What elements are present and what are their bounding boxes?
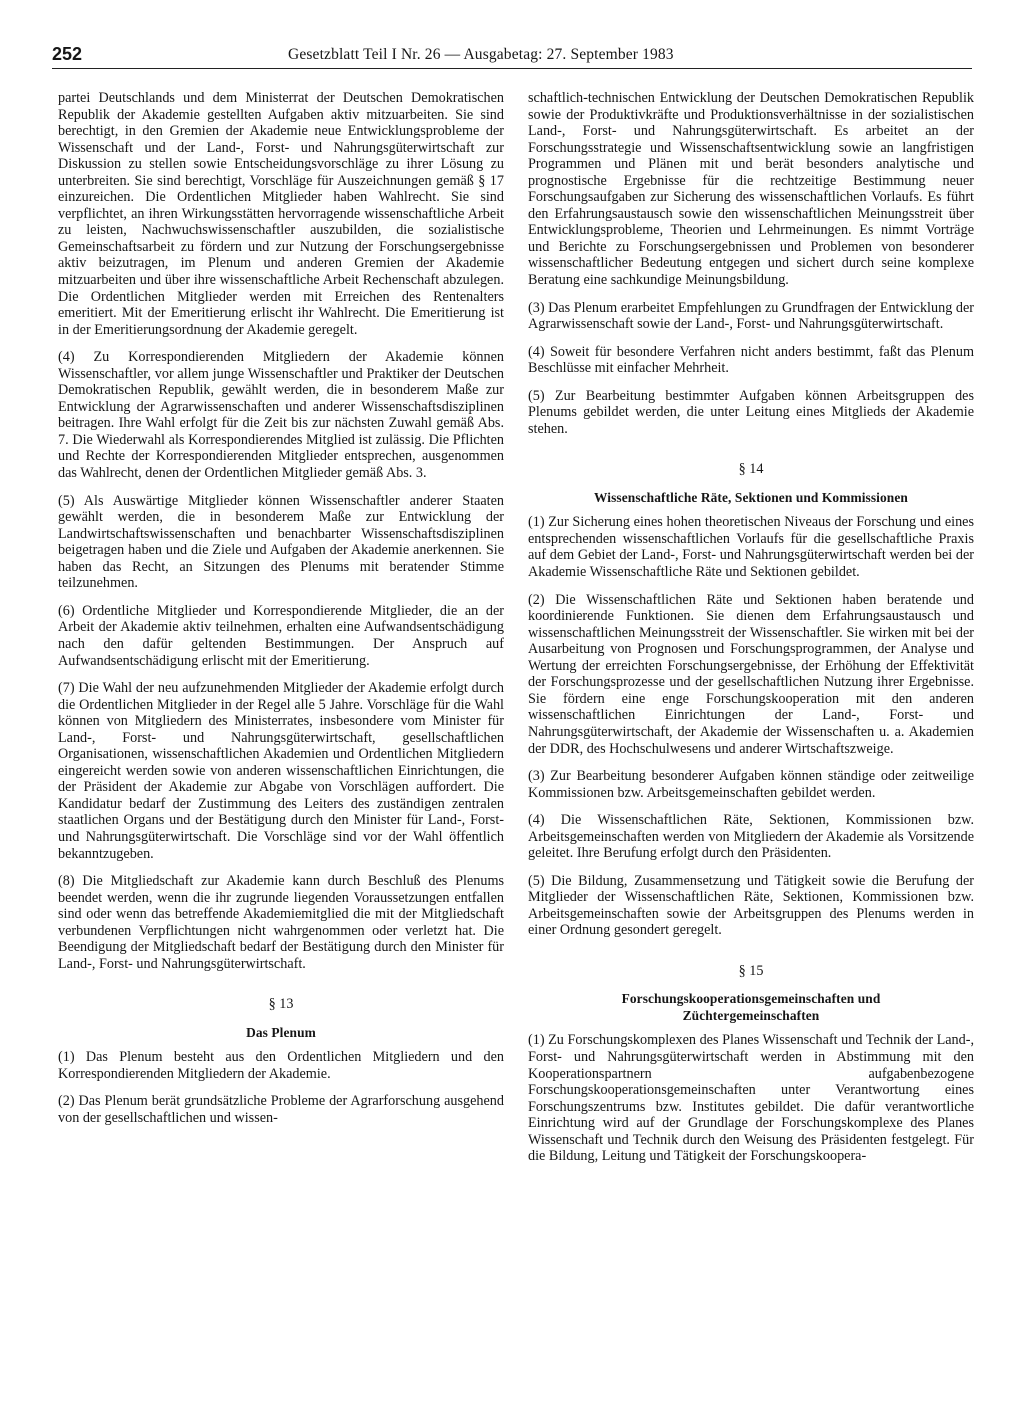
section-14-paragraph-1: (1) Zur Sicherung eines hohen theoretischen Niveaus der Forschung und eines entsprechenden wissenschaftlichen Vorlaufs für die gesellschaftliche Praxis auf dem Gebiet der Land-, Forst- und Nahrungsgüterwirtschaft werden bei der Akademie Wissenschaftliche Räte und Sektionen gebildet. <box>528 514 974 581</box>
section-13-paragraph-5: (5) Zur Bearbeitung bestimmter Aufgaben können Arbeitsgruppen des Plenums gebildet werden, die unter Leitung eines Mitglieds der Akademie stehen. <box>528 387 974 437</box>
section-14-title: Wissenschaftliche Räte, Sektionen und Kommissionen <box>594 489 908 505</box>
page-header <box>52 44 972 69</box>
section-13-number: § 13 <box>268 996 294 1013</box>
paragraph-4: (4) Zu Korrespondierenden Mitgliedern der Akademie können Wissenschaftler, vor allem junge Wissenschaftler und Praktiker der Deutschen Demokratischen Republik, gewählt werden, die in besonderem Maße zur Entwicklung der Agrarwissenschaften und anderer Wissenschaftsdisziplinen beitragen. Ihre Wahl erfolgt für die Zeit bis zur nächsten Zuwahl gemäß Abs. 7. Die Wiederwahl als Korrespondierendes Mitglied ist zulässig. Die Pflichten und Rechte der Korrespondierenden Mitglieder entsprechen, ausgenommen das Wahlrecht, denen der Ordentlichen Mitglieder gemäß Abs. 3. <box>58 349 504 482</box>
section-13-paragraph-3: (3) Das Plenum erarbeitet Empfehlungen zu Grundfragen der Entwicklung der Agrarwissenschaft sowie der Land-, Forst- und Nahrungsgüterwirtschaft. <box>528 299 974 333</box>
paragraph-6: (6) Ordentliche Mitglieder und Korrespondierende Mitglieder, die an der Arbeit der Akademie aktiv teilnehmen, erhalten eine Aufwandsentschädigung nach den dafür geltenden Bestimmungen. Der Anspruch auf Aufwandsentschädigung erlischt mit der Emeritierung. <box>58 602 504 669</box>
section-13-title: Das Plenum <box>246 1024 316 1040</box>
paragraph-5: (5) Als Auswärtige Mitglieder können Wissenschaftler anderer Staaten gewählt werden, die in besonderem Maße zur Entwicklung der Landwirtschaftswissenschaften und benachbarter Wissenschaftsdisziplinen beigetragen haben und die Ziele und Aufgaben der Akademie anerkennen. Sie haben das Recht, an Sitzungen des Plenums mit beratender Stimme teilzunehmen. <box>58 492 504 592</box>
section-14-paragraph-3: (3) Zur Bearbeitung besonderer Aufgaben können ständige oder zeitweilige Kommissionen bzw. Arbeitsgemeinschaften gebildet werden. <box>528 768 974 801</box>
section-14-number: § 14 <box>738 461 764 478</box>
section-14-paragraph-5: (5) Die Bildung, Zusammensetzung und Tätigkeit sowie die Berufung der Mitglieder der Wissenschaftlichen Räte, Sektionen, Kommissionen bzw. Arbeitsgemeinschaften sowie der Arbeitsgruppen des Plenums werden in einer Ordnung gesondert geregelt. <box>528 872 974 939</box>
right-column <box>528 90 974 1176</box>
page-number: 252 <box>52 44 83 64</box>
section-15-title-line-2: Züchtergemeinschaften <box>682 1007 820 1023</box>
section-14-paragraph-2: (2) Die Wissenschaftlichen Räte und Sektionen haben beratende und koordinierende Funktionen. Sie dienen dem Erfahrungsaustausch und wissenschaftlichen Meinungsstreit der Wissenschaftler. Sie wirken mit bei der Ausarbeitung von Prognosen und Forschungsprogrammen, der Analyse und Wertung der erreichten Forschungsergebnisse, der Erhöhung der Effektivität der Forschungsprozesse und der gesellschaftlichen Nutzung ihrer Ergebnisse. Sie fördern eine enge Forschungskooperation mit den anderen wissenschaftlichen Einrichtungen der Land-, Forst- und Nahrungsgüterwirtschaft, der Akademie der Wissenschaften u. a. Akademien der DDR, des Hochschulwesens und anderer Wirtschaftszweige. <box>528 591 974 757</box>
paragraph-continuation: schaftlich-technischen Entwicklung der Deutschen Demokratischen Republik sowie der Produktivkräfte und Produktionsverhältnisse in der sozialistischen Land-, Forst- und Nahrungsgüterwirtschaft. Es arbeitet an der Forschungsstrategie und Wissenschaftsentwicklung sowie an langfristigen Programmen und Plänen mit und berät besonders analytische und prognostische Ergebnisse für die rechtzeitige Bestimmung neuer Forschungsaufgaben zur Sicherung des wissenschaftlichen Vorlaufs. Es führt den Erfahrungsaustausch sowie den wissenschaftlichen Meinungsstreit über Entwicklungsprobleme, Theorien und Lehrmeinungen. Es nimmt Vorträge und Berichte zu Forschungsergebnissen und Problemen von besonderer wissenschaftlicher Bedeutung entgegen und sichert durch seine komplexe Beratung eine sachkundige Meinungsbildung. <box>528 90 974 289</box>
paragraph-continuation: partei Deutschlands und dem Ministerrat der Deutschen Demokratischen Republik der Akademie gestellten Aufgaben aktiv mitzuarbeiten. Sie sind berechtigt, in den Gremien der Akademie neue Entwicklungsprobleme der Wissenschaft und der Land-, Forst- und Nahrungsgüterwirtschaft zur Diskussion zu stellen sowie Entscheidungsvorschläge zu ihrer Lösung zu unterbreiten. Sie sind berechtigt, Vorschläge für Auszeichnungen gemäß § 17 einzureichen. Die Ordentlichen Mitglieder haben Wahlrecht. Sie sind verpflichtet, an ihren Wirkungsstätten hervorragende wissenschaftliche Arbeit zu leisten, Nachwuchswissenschaftler auszubilden, die sozialistische Gemeinschaftsarbeit zu fördern und zur Nutzung der Forschungsergebnisse aktiv beizutragen, im Plenum und anderen Gremien der Akademie mitzuarbeiten und über ihre wissenschaftliche Arbeit Rechenschaft abzulegen. Die Ordentlichen Mitglieder werden mit Erreichen des Rentenalters emeritiert. Mit der Emeritierung erlischt ihr Wahlrecht. Die Emeritierung ist in der Emeritierungsordnung der Akademie geregelt. <box>58 90 504 338</box>
section-13-paragraph-1: (1) Das Plenum besteht aus den Ordentlichen Mitgliedern und den Korrespondierenden Mitgliedern der Akademie. <box>58 1049 504 1082</box>
section-15-number: § 15 <box>738 962 764 979</box>
paragraph-8: (8) Die Mitgliedschaft zur Akademie kann durch Beschluß des Plenums beendet werden, wenn die ihr zugrunde liegenden Voraussetzungen entfallen sind oder wenn das betreffende Akademiemitglied die mit der Mitgliedschaft verbundenen Verpflichtungen nicht wahrgenommen oder verletzt hat. Die Beendigung der Mitgliedschaft bedarf der Bestätigung durch den Minister für Land-, Forst- und Nahrungsgüterwirtschaft. <box>58 873 504 972</box>
running-head: Gesetzblatt Teil I Nr. 26 — Ausgabetag: 27. September 1983 <box>288 46 674 63</box>
section-13-paragraph-2-start: (2) Das Plenum berät grundsätzliche Probleme der Agrarforschung ausgehend von der gesellschaftlichen und wissen- <box>58 1093 504 1126</box>
section-15-paragraph-1-start: (1) Zu Forschungskomplexen des Planes Wissenschaft und Technik der Land-, Forst- und Nahrungsgüterwirtschaft werden in Abstimmung mit den Kooperationspartnern aufgabenbezogene Forschungskooperationsgemeinschaften unter Verantwortung eines Forschungszentrums bzw. Institutes gebildet. Die dafür verantwortliche Einrichtung wird auf der Grundlage der Forschungskomplexe des Planes Wissenschaft und Technik durch den Weisung des Präsidenten festgelegt. Für die Bildung, Leitung und Tätigkeit der Forschungskoopera- <box>528 1032 974 1165</box>
left-column <box>58 90 504 1138</box>
paragraph-7: (7) Die Wahl der neu aufzunehmenden Mitglieder der Akademie erfolgt durch die Ordentlichen Mitglieder in der Regel alle 5 Jahre. Vorschläge für die Wahl können von Mitgliedern des Ministerrates, insbesondere vom Minister für Land-, Forst- und Nahrungsgüterwirtschaft, gesellschaftlichen Organisationen, wissenschaftlichen Akademien und Ordentlichen Mitgliedern eingereicht werden sowie von anderen wissenschaftlichen Einrichtungen, die der Präsident der Akademie zur Abgabe von Vorschlägen auffordert. Die Kandidatur bedarf der Zustimmung des Leiters des zuständigen zentralen staatlichen Organs und der Bestätigung durch den Minister für Land-, Forst- und Nahrungsgüterwirtschaft. Die Vorschläge sind vor der Wahl öffentlich bekanntzugeben. <box>58 680 504 862</box>
section-15-title-line-1: Forschungskooperationsgemeinschaften und <box>621 991 881 1007</box>
section-14-paragraph-4: (4) Die Wissenschaftlichen Räte, Sektionen, Kommissionen bzw. Arbeitsgemeinschaften werden von Mitgliedern der Akademie als Vorsitzende geleitet. Ihre Berufung erfolgt durch den Präsidenten. <box>528 812 974 862</box>
section-13-paragraph-4: (4) Soweit für besondere Verfahren nicht anders bestimmt, faßt das Plenum Beschlüsse mit einfacher Mehrheit. <box>528 343 974 377</box>
